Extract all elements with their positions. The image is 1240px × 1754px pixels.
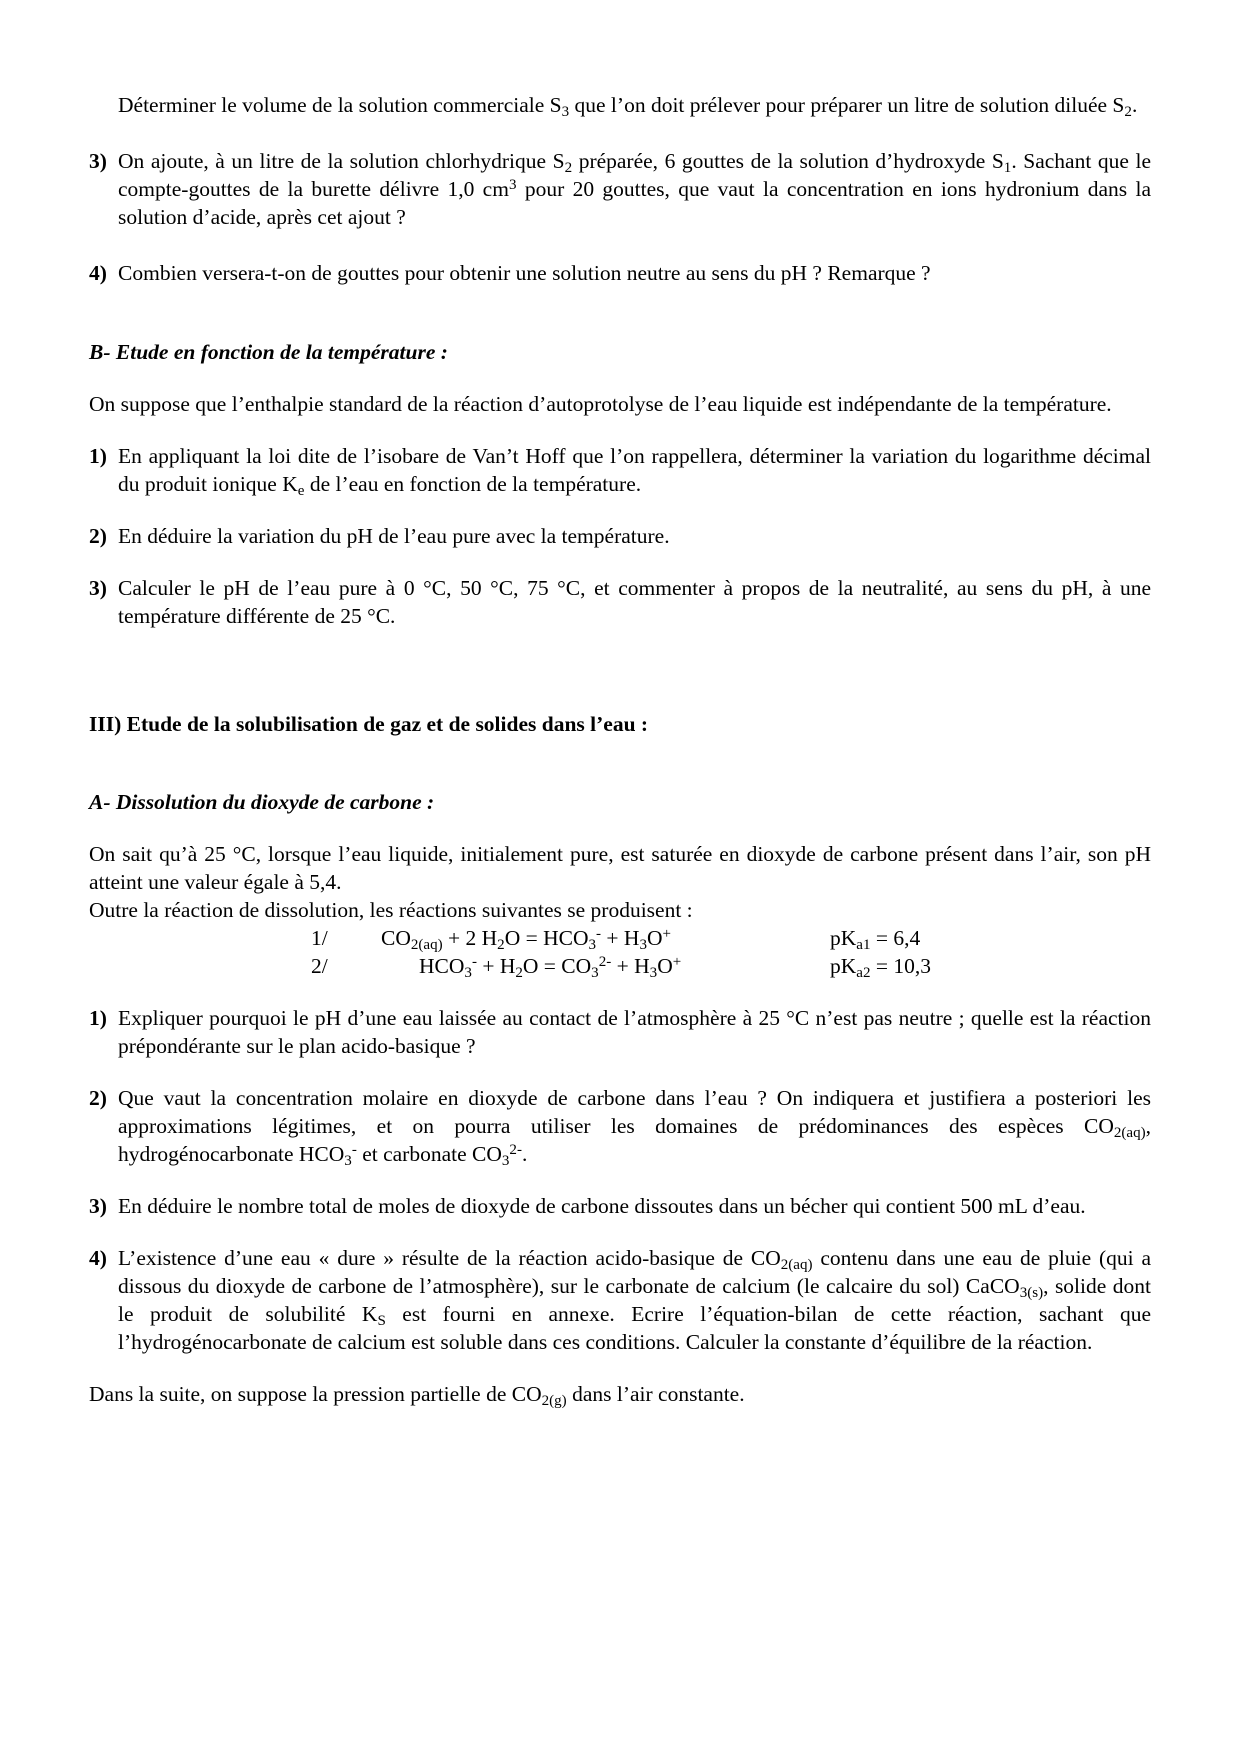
question-number: 1): [89, 1006, 107, 1030]
question-number: 2): [89, 1086, 107, 1110]
text: Calculer le pH de l’eau pure à 0 °C, 50 °C, 75 °C, et commenter à propos de la neutralité, au sens du pH, à une température différente de 25 °C.: [118, 576, 1151, 628]
text: En déduire la variation du pH de l’eau pure avec la température.: [118, 524, 670, 548]
text: et carbonate CO: [356, 1142, 502, 1166]
subscript: 2(aq): [1113, 1124, 1146, 1141]
text: Déterminer le volume de la solution commerciale S: [118, 93, 562, 117]
text: O = HCO: [504, 926, 589, 950]
text: Combien versera-t-on de gouttes pour obtenir une solution neutre au sens du pH ? Remarque ?: [118, 261, 931, 285]
text: On ajoute, à un litre de la solution chlorhydrique S: [118, 149, 565, 173]
subscript: 2: [564, 159, 573, 176]
section-b-heading: B- Etude en fonction de la température :: [89, 340, 448, 364]
subscript: a1: [856, 936, 871, 953]
text: contenu dans une eau de pluie (qui a dissous du dioxyde de carbone de l’atmosphère), sur le carbonate de calcium (le calcaire du sol) CaCO: [118, 1246, 1151, 1298]
text: + H: [601, 926, 640, 950]
subscript: 3(s): [1019, 1284, 1044, 1301]
section-iii-a-intro2: Outre la réaction de dissolution, les réactions suivantes se produisent :: [89, 898, 693, 922]
superscript: -: [596, 926, 602, 943]
section-b-intro: On suppose que l’enthalpie standard de la réaction d’autoprotolyse de l’eau liquide est indépendante de la température.: [89, 392, 1112, 416]
subscript: a2: [856, 964, 871, 981]
question-number: 3): [89, 149, 107, 173]
text: pK: [830, 926, 857, 950]
equation-body: [381, 924, 671, 952]
equation-label: 2/: [311, 954, 328, 978]
subscript: 2(aq): [410, 936, 443, 953]
subscript: 3: [588, 936, 597, 953]
question-b1: [89, 442, 1151, 498]
equation-label: 1/: [311, 926, 328, 950]
text: En déduire le nombre total de moles de dioxyde de carbone dissoutes dans un bécher qui contient 500 mL d’eau.: [118, 1194, 1086, 1218]
text: Que vaut la concentration molaire en dioxyde de carbone dans l’eau ? On indiquera et justifiera a posteriori les approximations légitimes, et on pourra utiliser les domaines de prédominances des espèces CO: [118, 1086, 1151, 1138]
equation-2: [89, 952, 1151, 980]
equation-body: [419, 952, 681, 980]
text: , solide dont le produit de solubilité K: [118, 1274, 1151, 1326]
text: CO: [381, 926, 411, 950]
section-iii-a-heading: A- Dissolution du dioxyde de carbone :: [89, 790, 435, 814]
text: que l’on doit prélever pour préparer un litre de solution diluée S: [569, 93, 1125, 117]
text: + 2 H: [442, 926, 498, 950]
subscript: 2: [1124, 103, 1132, 120]
superscript: 3: [508, 177, 517, 194]
question-a4: [89, 259, 1151, 287]
subscript: 2(g): [541, 1392, 567, 1409]
subscript: 1: [1003, 159, 1012, 176]
question-iii-a1: [89, 1004, 1151, 1060]
pka2-value: [830, 952, 931, 980]
question-b2: [89, 522, 1151, 550]
text: O: [646, 926, 663, 950]
subscript: 3: [501, 1152, 510, 1169]
text: pK: [830, 954, 857, 978]
text: En appliquant la loi dite de l’isobare de Van’t Hoff que l’on rappellera, déterminer la variation du logarithme décimal du produit ionique K: [118, 444, 1151, 496]
text: = 10,3: [870, 954, 931, 978]
text: O: [657, 954, 673, 978]
text: L’existence d’une eau « dure » résulte de la réaction acido-basique de CO: [118, 1246, 781, 1270]
subscript: 3: [591, 964, 599, 981]
subscript: e: [297, 482, 305, 499]
closing-paragraph: [89, 1380, 1151, 1408]
document-page: [89, 91, 1151, 1408]
question-number: 4): [89, 261, 107, 285]
subscript: 3: [639, 936, 647, 953]
text: O = CO: [522, 954, 592, 978]
superscript: -: [471, 954, 477, 971]
text: de l’eau en fonction de la température.: [304, 472, 642, 496]
text: = 6,4: [870, 926, 921, 950]
subscript: 2(aq): [780, 1256, 813, 1273]
question-iii-a4: [89, 1244, 1151, 1356]
text: Dans la suite, on suppose la pression partielle de CO: [89, 1382, 542, 1406]
section-iii-a-intro: On sait qu’à 25 °C, lorsque l’eau liquide, initialement pure, est saturée en dioxyde de carbone présent dans l’air, son pH atteint une valeur égale à 5,4.: [89, 842, 1151, 894]
question-number: 2): [89, 524, 107, 548]
text: .: [521, 1142, 528, 1166]
text: pour 20 gouttes, que vaut la concentration en ions hydronium dans la solution d’acide, après cet ajout ?: [118, 177, 1151, 229]
superscript: -: [351, 1142, 357, 1159]
question-b3: [89, 574, 1151, 630]
subscript: 3: [464, 964, 472, 981]
question-number: 4): [89, 1246, 107, 1270]
text: .: [1131, 93, 1138, 117]
equation-1: [89, 924, 1151, 952]
question-iii-a2: [89, 1084, 1151, 1168]
text: + H: [611, 954, 650, 978]
text: + H: [476, 954, 516, 978]
section-iii-heading: III) Etude de la solubilisation de gaz et de solides dans l’eau :: [89, 712, 649, 736]
subscript: 2: [515, 964, 523, 981]
question-number: 3): [89, 1194, 107, 1218]
question-a3: [89, 147, 1151, 231]
continuation-paragraph: [89, 91, 1151, 119]
subscript: 3: [649, 964, 658, 981]
text: Expliquer pourquoi le pH d’une eau laissée au contact de l’atmosphère à 25 °C n’est pas neutre ; quelle est la réaction prépondérante sur le plan acido-basique ?: [118, 1006, 1151, 1058]
subscript: 3: [344, 1152, 352, 1169]
text: , hydrogénocarbonate HCO: [118, 1114, 1151, 1166]
text: dans l’air constante.: [566, 1382, 745, 1406]
text: est fourni en annexe. Ecrire l’équation-bilan de cette réaction, sachant que l’hydrogénocarbonate de calcium est soluble dans ces conditions. Calculer la constante d’équilibre de la réaction.: [118, 1302, 1151, 1354]
text: HCO: [419, 954, 465, 978]
subscript: S: [377, 1312, 386, 1329]
superscript: 2-: [598, 954, 612, 971]
text: . Sachant que le compte-gouttes de la burette délivre 1,0 cm: [118, 149, 1151, 201]
superscript: +: [662, 926, 671, 943]
pka1-value: [830, 924, 920, 952]
superscript: 2-: [509, 1142, 522, 1159]
text: préparée, 6 gouttes de la solution d’hydroxyde S: [572, 149, 1004, 173]
question-number: 3): [89, 576, 107, 600]
subscript: 3: [561, 103, 570, 120]
question-number: 1): [89, 444, 107, 468]
superscript: +: [672, 954, 682, 971]
subscript: 2: [497, 936, 505, 953]
question-iii-a3: [89, 1192, 1151, 1220]
